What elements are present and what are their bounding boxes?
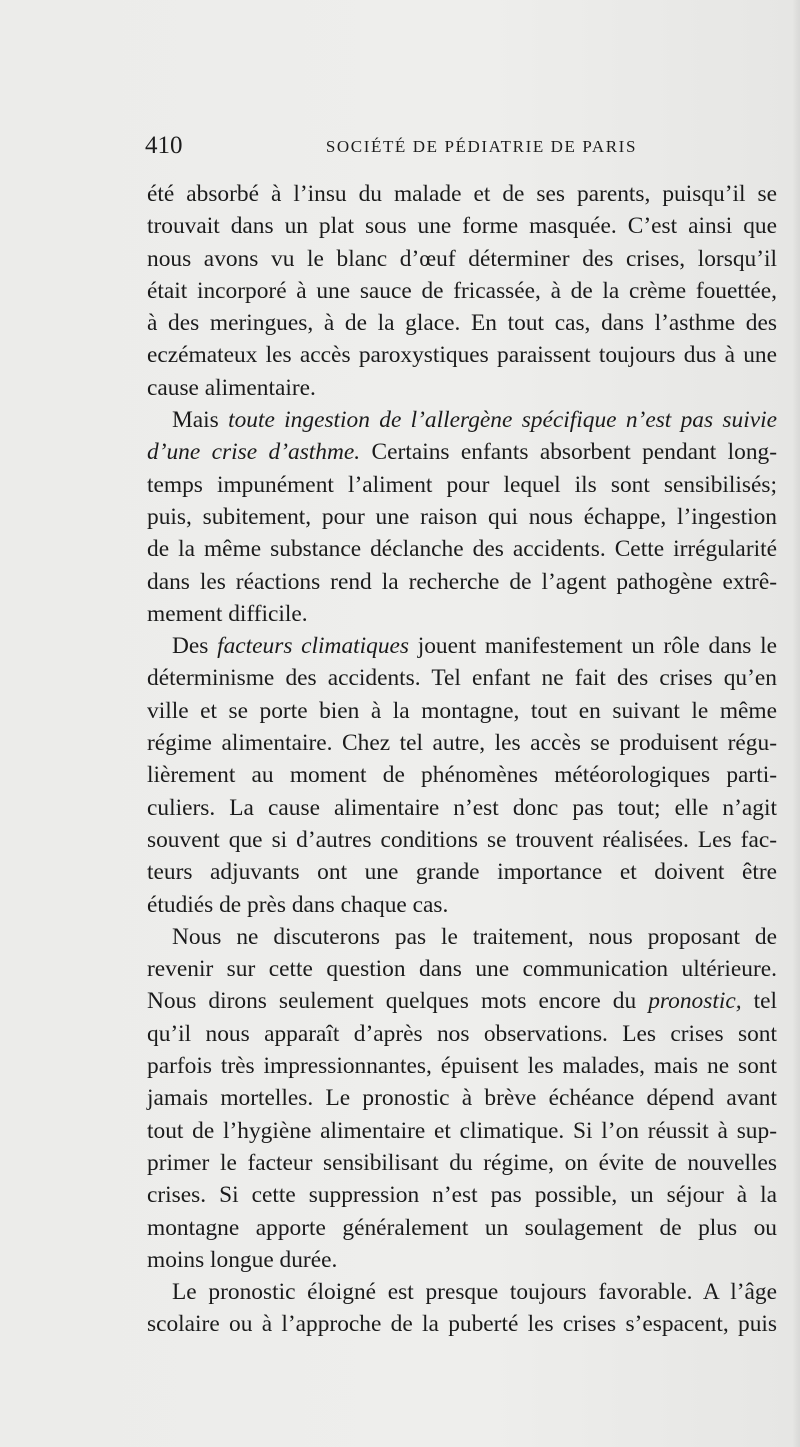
text-line [147,856,777,888]
text-span: puis, subitement, pour une raison qui nous échappe, l’ingestion [147,503,777,530]
text-span: souvent que si d’autres conditions se trouvent réalisées. Les fac- [147,826,777,853]
text-span: Mais [172,407,229,434]
page-edge-shadow [792,0,800,1447]
text-line [147,1082,777,1114]
text-span: à des meringues, à de la glace. En tout cas, dans l’asthme des [147,310,777,337]
italic-text: d’une crise d’asthme. [147,439,361,466]
text-line [147,339,777,371]
text-line [147,178,777,210]
text-span: eczémateux les accès paroxystiques paraissent toujours dus à une [147,342,777,369]
text-line [147,662,777,694]
text-span: temps impunément l’aliment pour lequel ils sont sensibilisés; [147,471,777,498]
text-span: déterminisme des accidents. Tel enfant ne fait des crises qu’en [147,665,777,692]
text-span: jouent manifestement un rôle dans le [409,633,777,660]
italic-text: facteurs climatiques [217,633,410,660]
text-line [147,404,777,436]
text-line [147,598,777,630]
page-number: 410 [145,132,183,159]
running-head: SOCIÉTÉ DE PÉDIATRIE DE PARIS [325,137,637,156]
text-line [147,1018,777,1050]
text-span: Le pronostic éloigné est presque toujours favorable. A l’âge [172,1279,777,1306]
body-text [147,178,777,1341]
text-span: était incorporé à une sauce de fricassée, à de la crème fouettée, [147,277,777,304]
text-line [147,1244,777,1276]
text-span: Certains enfants absorbent pendant long- [360,439,777,466]
text-line [147,1308,777,1340]
text-line [147,566,777,598]
text-span: qu’il nous apparaît d’après nos observations. Les crises sont [147,1020,777,1047]
text-line [147,792,777,824]
text-line [147,1179,777,1211]
page-header [145,132,637,162]
text-span: cause alimentaire. [147,374,316,401]
text-line [147,210,777,242]
text-span: lièrement au moment de phénomènes météorologiques parti- [147,762,777,789]
text-line [147,889,777,921]
text-span: crises. Si cette suppression n’est pas possible, un séjour à la [147,1182,777,1209]
text-line [147,1276,777,1308]
text-line [147,275,777,307]
text-line [147,921,777,953]
italic-text: toute ingestion de l’allergène spécifique n’est pas suivie [228,407,777,434]
text-span: Des [172,633,218,660]
text-span: scolaire ou à l’approche de la puberté les crises s’espacent, puis [147,1311,777,1338]
text-line [147,985,777,1017]
text-line [147,243,777,275]
text-line [147,1212,777,1244]
text-span: dans les réactions rend la recherche de l’agent pathogène extrê- [147,568,777,595]
text-span: moins longue durée. [147,1246,338,1273]
text-span: mement difficile. [147,600,308,627]
text-span: culiers. La cause alimentaire n’est donc pas tout; elle n’agit [147,794,777,821]
text-span: été absorbé à l’insu du malade et de ses parents, puisqu’il se [147,181,777,207]
text-line [147,695,777,727]
text-line [147,501,777,533]
text-span: revenir sur cette question dans une communication ultérieure. [147,956,777,983]
text-line [147,372,777,404]
text-span: nous avons vu le blanc d’œuf déterminer des crises, lorsqu’il [147,245,777,272]
text-line [147,469,777,501]
text-span: parfois très impressionnantes, épuisent les malades, mais ne sont [147,1053,777,1080]
text-line [147,630,777,662]
text-span: étudiés de près dans chaque cas. [147,891,449,918]
text-line [147,1147,777,1179]
text-span: Nous ne discuterons pas le traitement, nous proposant de [172,923,777,950]
text-line [147,953,777,985]
text-span: primer le facteur sensibilisant du régime, on évite de nouvelles [147,1149,777,1176]
text-span: ville et se porte bien à la montagne, tout en suivant le même [147,697,777,724]
text-line [147,1050,777,1082]
text-span: de la même substance déclanche des accidents. Cette irrégularité [147,536,777,563]
text-line [147,436,777,468]
text-line [147,759,777,791]
italic-text: pronostic, [648,988,742,1015]
text-line [147,727,777,759]
text-span: tel [741,988,777,1015]
text-span: teurs adjuvants ont une grande importance et doivent être [147,859,777,886]
text-span: régime alimentaire. Chez tel autre, les accès se produisent régu- [147,730,777,757]
text-line [147,824,777,856]
text-span: trouvait dans un plat sous une forme masquée. C’est ainsi que [147,213,777,240]
text-span: Nous dirons seulement quelques mots encore du [147,988,649,1015]
text-line [147,307,777,339]
text-span: montagne apporte généralement un soulagement de plus ou [147,1214,777,1241]
text-line [147,1115,777,1147]
text-span: jamais mortelles. Le pronostic à brève échéance dépend avant [147,1085,777,1112]
text-span: tout de l’hygiène alimentaire et climatique. Si l’on réussit à sup- [147,1117,777,1144]
text-line [147,533,777,565]
